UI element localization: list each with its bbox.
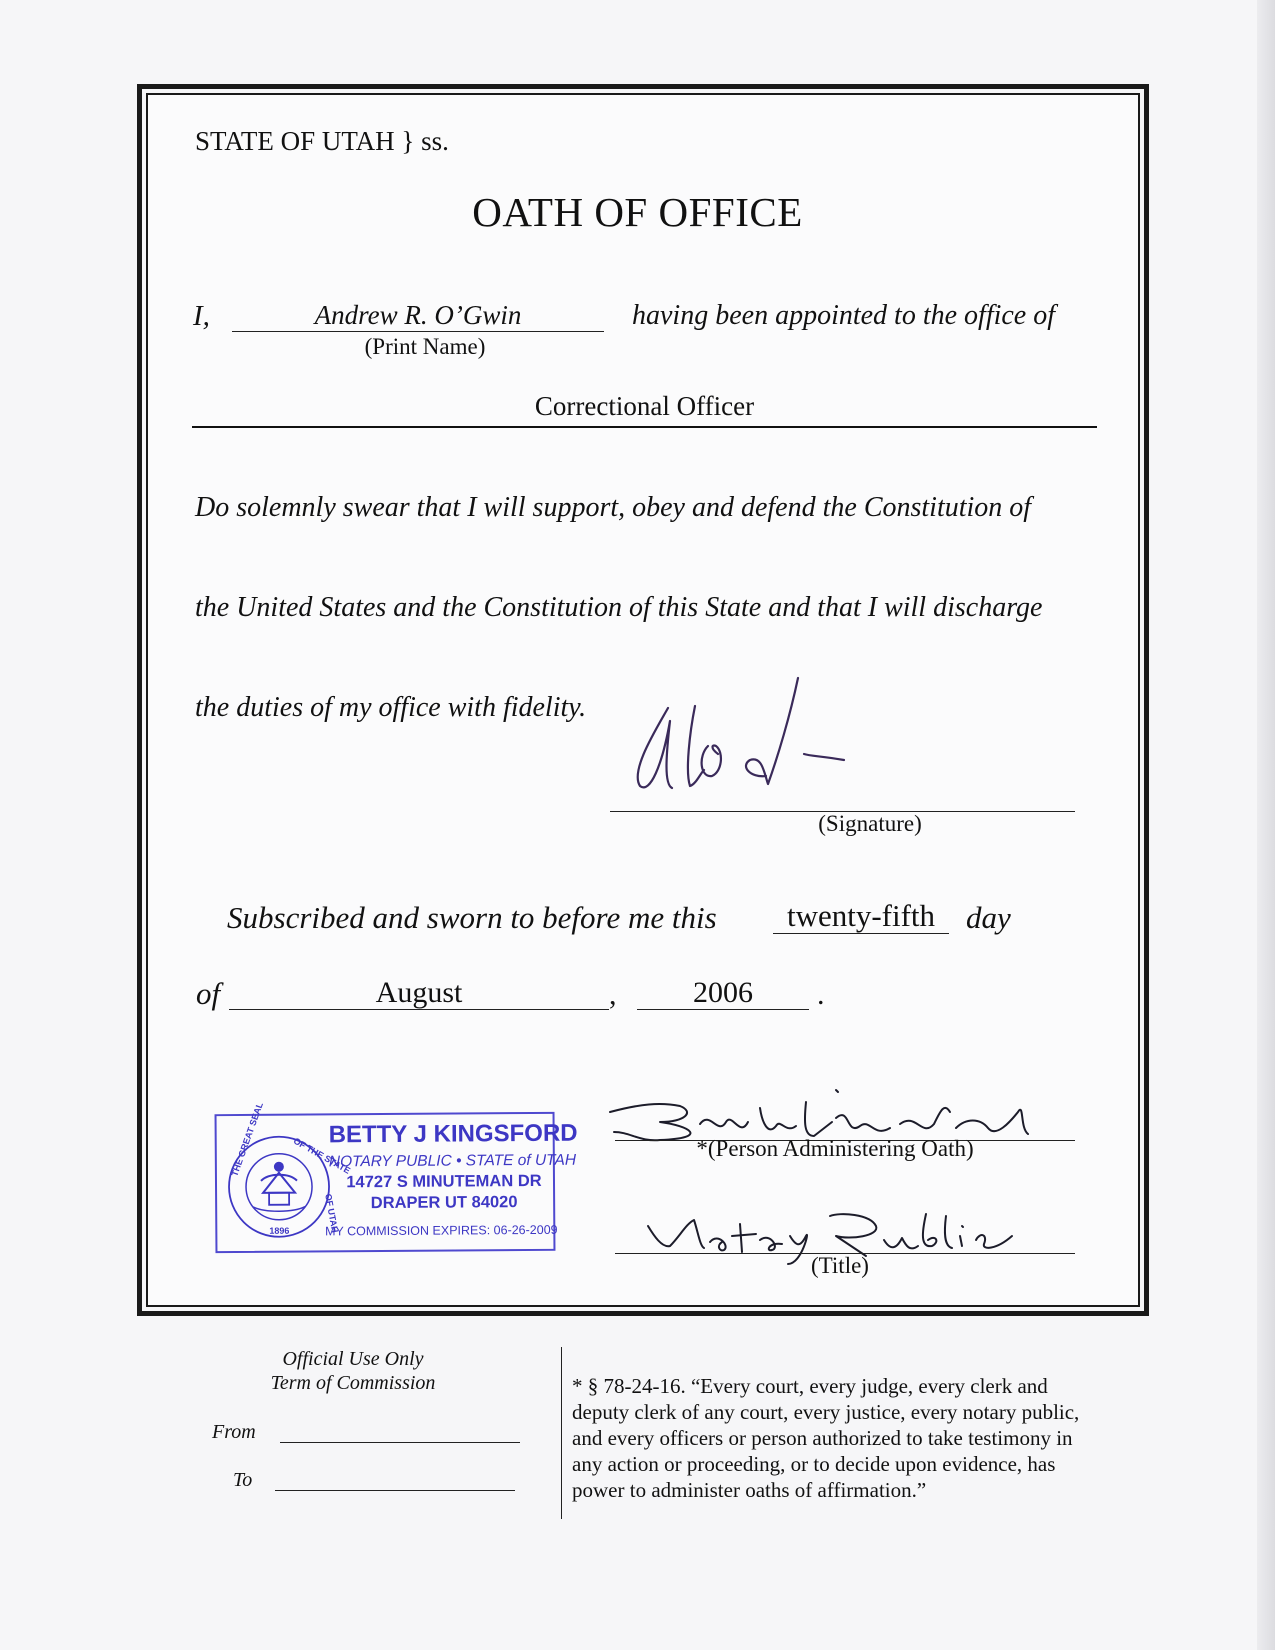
appointed-text: having been appointed to the office of [632,300,1056,331]
notary-address: 14727 S MINUTEMAN DR [346,1171,542,1192]
from-line [280,1442,520,1443]
oath-line-2: the United States and the Constitution of this State and that I will discharge [195,592,1043,623]
to-line [275,1490,515,1491]
svg-text:THE GREAT SEAL: THE GREAT SEAL [229,1101,265,1178]
svg-text:OF UTAH: OF UTAH [323,1192,341,1234]
year-underline [637,1009,809,1010]
statute-line-4: any action or proceeding, or to decide upon evidence, has [572,1452,1056,1476]
official-use-label: Official Use Only [282,1348,424,1370]
office-underline [192,426,1097,428]
notary-expiration: MY COMMISSION EXPIRES: 06-26-2009 [325,1222,558,1239]
oath-line-1: Do solemnly swear that I will support, obey and defend the Constitution of [195,492,1032,523]
document-title: OATH OF OFFICE [472,189,803,235]
state-seal-icon [225,1101,353,1241]
of-label: of [196,976,221,1011]
notary-city: DRAPER UT 84020 [370,1193,518,1213]
statute-line-5: power to administer oaths of affirmation.” [572,1478,927,1502]
i-label: I, [193,300,210,332]
administering-label: *(Person Administering Oath) [696,1136,974,1161]
svg-text:OF THE STATE: OF THE STATE [291,1135,353,1176]
signature-label: (Signature) [818,811,922,836]
term-label: Term of Commission [270,1372,436,1394]
notary-title: NOTARY PUBLIC • STATE of UTAH [328,1151,577,1171]
day-value: twenty-fifth [786,898,936,933]
officer-signature [600,676,870,816]
svg-text:1896: 1896 [269,1225,290,1236]
statute-line-1: * § 78-24-16. “Every court, every judge, every clerk and [572,1374,1048,1398]
notary-stamp [215,1101,578,1253]
page-edge [1257,0,1275,1650]
to-label: To [233,1469,253,1491]
office-value: Correctional Officer [534,391,755,421]
day-label: day [966,900,1011,935]
footer-divider [561,1347,562,1519]
venue-line: STATE OF UTAH } ss. [195,126,449,156]
statute-line-2: deputy clerk of any court, every justice, every notary public, [572,1400,1080,1424]
day-underline [773,933,949,934]
oath-line-3: the duties of my office with fidelity. [195,692,587,723]
print-name-label: (Print Name) [364,334,486,359]
notary-name: BETTY J KINGSFORD [328,1119,578,1149]
name-value: Andrew R. O’Gwin [314,300,522,330]
name-underline [232,331,604,332]
date-period: . [817,978,825,1011]
month-value: August [375,976,463,1009]
month-underline [229,1009,609,1010]
year-value: 2006 [693,976,753,1009]
title-label: (Title) [811,1253,869,1278]
statute-line-3: and every officers or person authorized to take testimony in [572,1426,1073,1450]
statute-note [572,1373,1152,1503]
from-label: From [212,1421,256,1443]
date-comma: , [609,978,617,1011]
subscribed-text: Subscribed and sworn to before me this [227,900,717,935]
